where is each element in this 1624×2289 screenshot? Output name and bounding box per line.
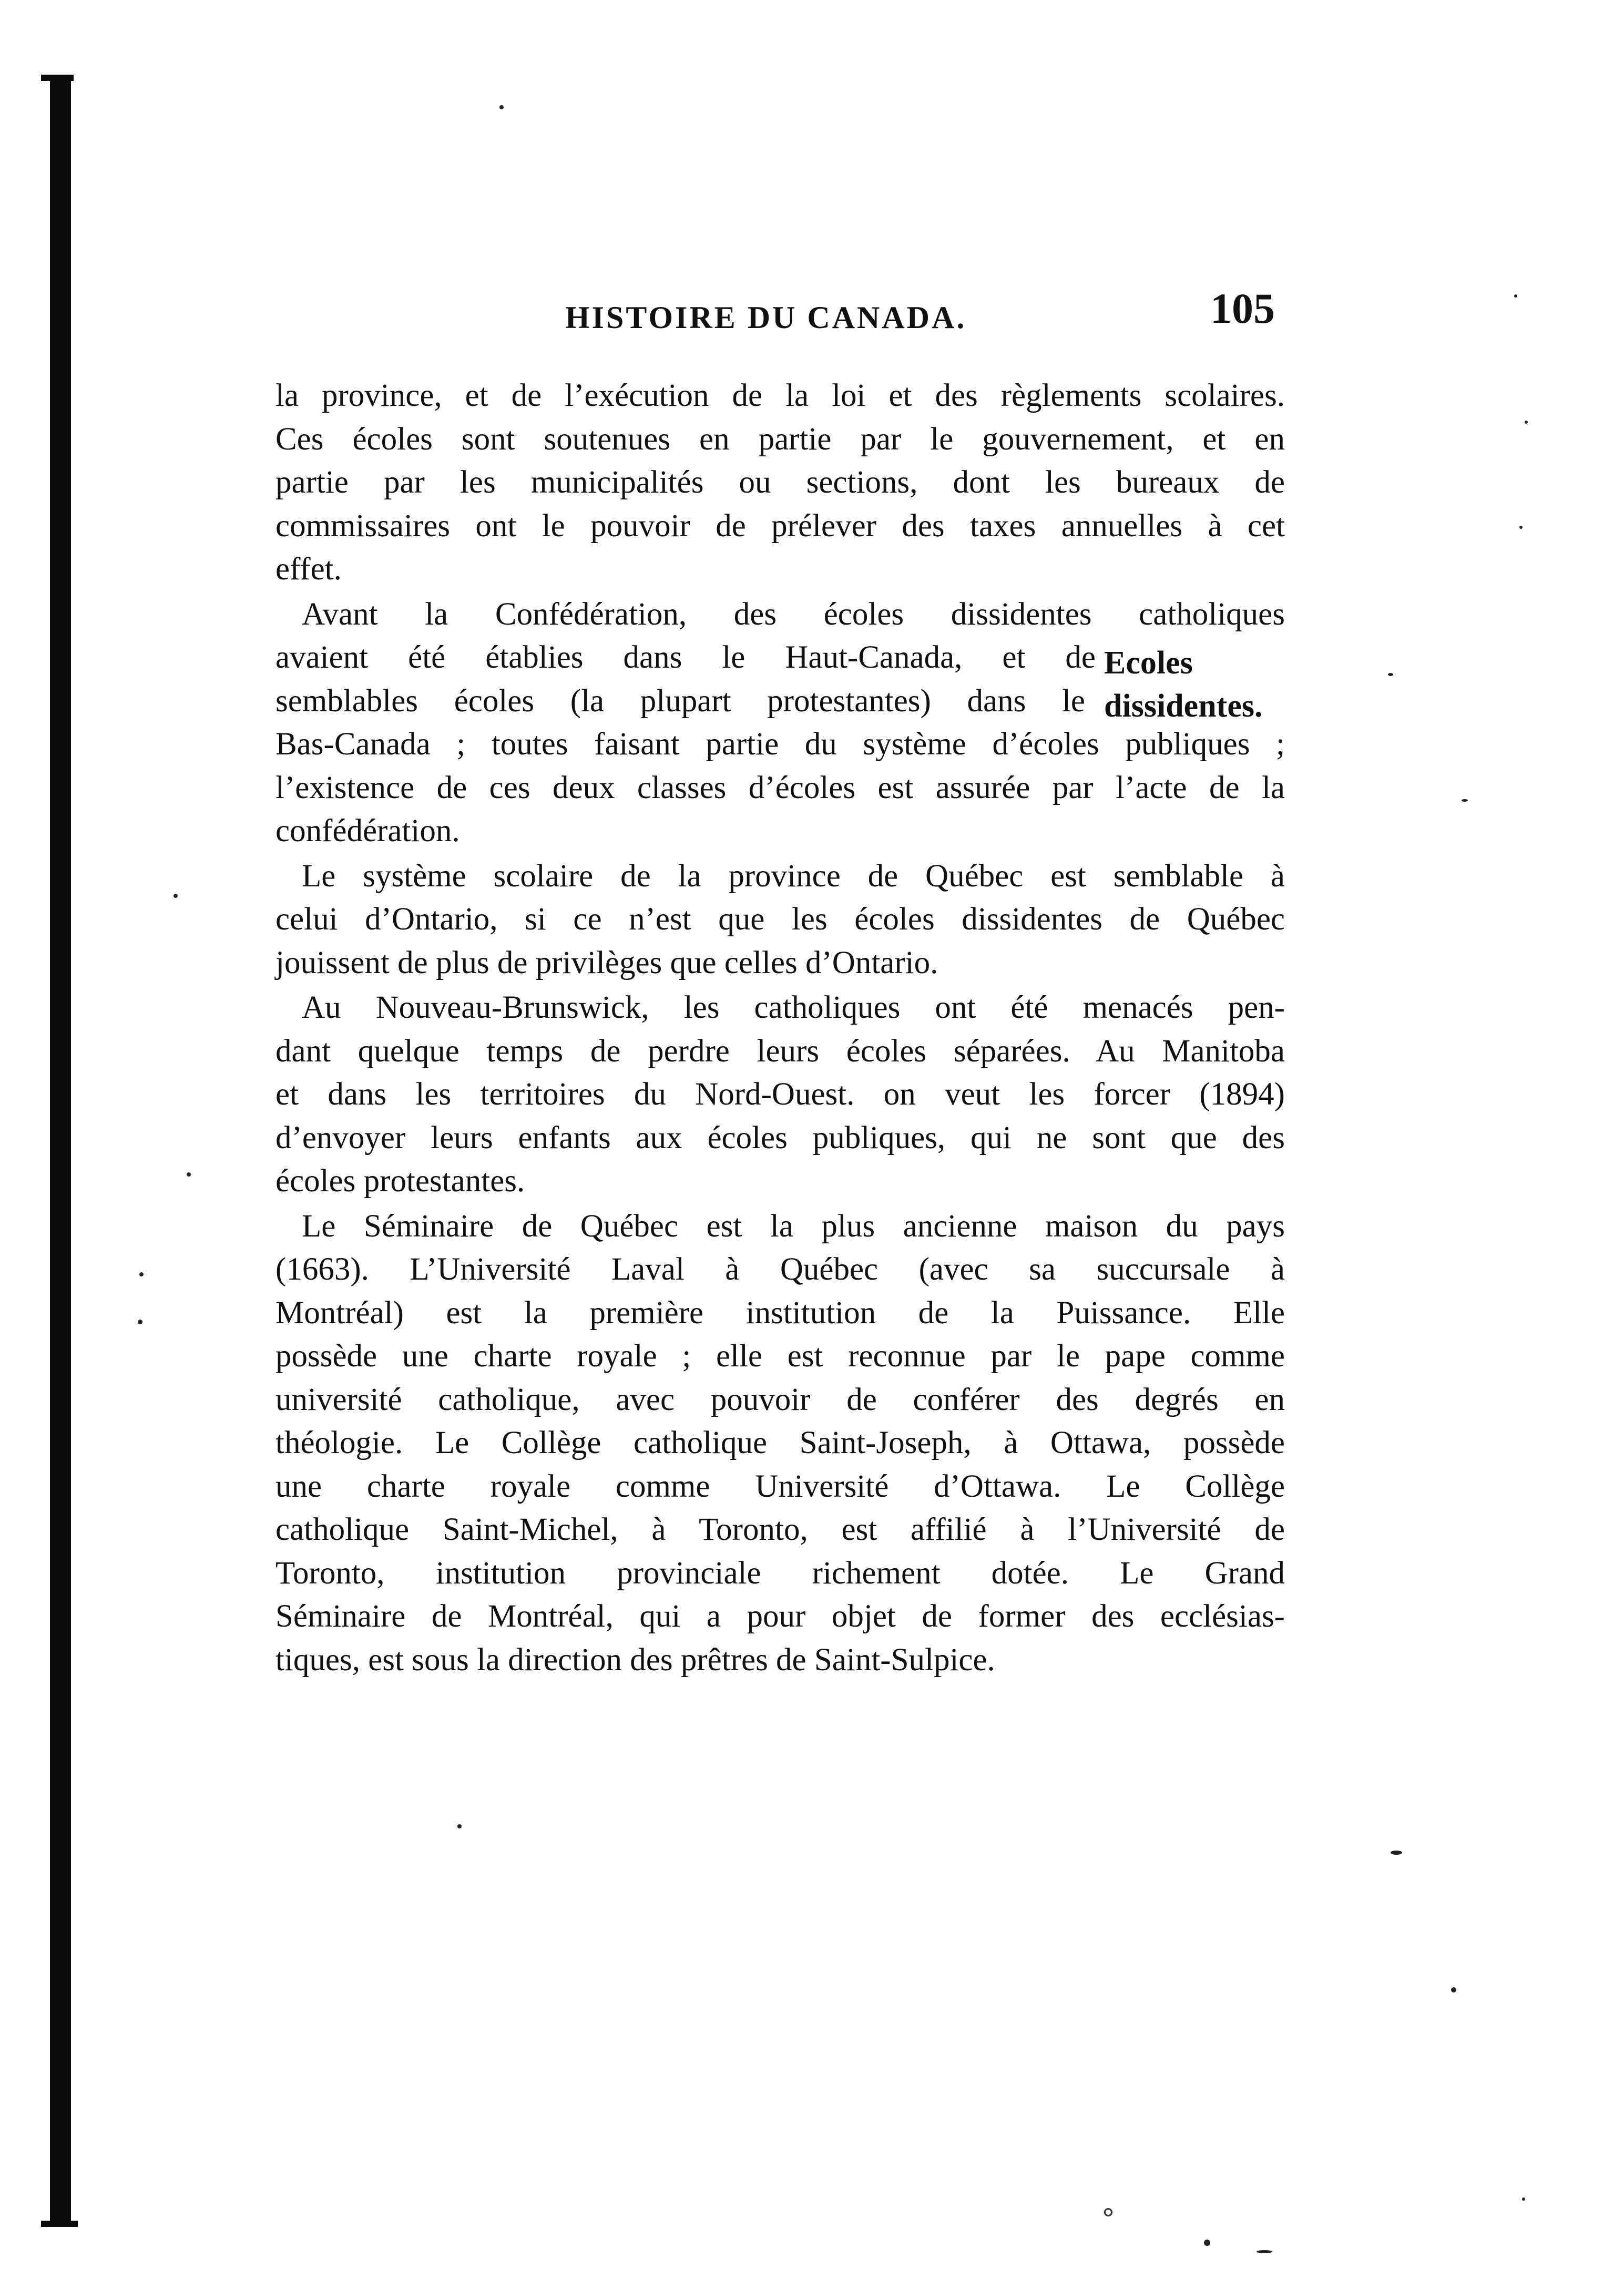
scan-speck [1104, 2208, 1112, 2216]
scan-speck [1257, 2250, 1272, 2253]
text-line: d’envoyer leurs enfants aux écoles publiques, qui ne sont que des [275, 1120, 1285, 1156]
text-line: possède une charte royale ; elle est reconnue par le pape comme [275, 1338, 1285, 1374]
scan-speck [138, 1320, 142, 1324]
text-line: Montréal) est la première institution de la Puissance. Elle [275, 1295, 1285, 1331]
binding-edge [50, 79, 71, 2224]
scan-speck [187, 1172, 191, 1177]
text-line: celui d’Ontario, si ce n’est que les écoles dissidentes de Québec [275, 902, 1285, 937]
text-line: l’existence de ces deux classes d’écoles est assurée par l’acte de la [275, 770, 1285, 805]
paragraph [275, 1205, 1285, 1682]
scan-speck [499, 105, 504, 109]
margin-note-line: Ecoles [1104, 645, 1193, 681]
paragraph [275, 593, 1285, 853]
text-line: Le Séminaire de Québec est la plus ancienne maison du pays [302, 1208, 1285, 1244]
text-line: dant quelque temps de perdre leurs écoles séparées. Au Manitoba [275, 1033, 1285, 1069]
text-line: confédération. [275, 813, 460, 849]
text-line: tiques, est sous la direction des prêtres de Saint-Sulpice. [275, 1642, 995, 1678]
text-line: catholique Saint-Michel, à Toronto, est affilié à l’Université de [275, 1512, 1285, 1547]
text-line: Séminaire de Montréal, qui a pour objet de former des ecclésias- [275, 1599, 1285, 1634]
scan-speck [1204, 2240, 1210, 2246]
text-line: Ces écoles sont soutenues en partie par le gouvernement, et en [275, 421, 1285, 457]
scan-speck [1391, 1851, 1402, 1855]
text-line: partie par les municipalités ou sections, dont les bureaux de [275, 465, 1285, 500]
scan-speck [1462, 799, 1468, 802]
text-line: la province, et de l’exécution de la loi et des règlements scolaires. [275, 378, 1285, 413]
text-line: (1663). L’Université Laval à Québec (avec sa succursale à [275, 1252, 1285, 1287]
scan-speck [1522, 2198, 1525, 2201]
text-line: avaient été établies dans le Haut-Canada, et de [275, 640, 1096, 675]
text-line: Toronto, institution provinciale richement dotée. Le Grand [275, 1555, 1285, 1591]
text-line: Bas-Canada ; toutes faisant partie du système d’écoles publiques ; [275, 727, 1285, 762]
scan-speck [1388, 673, 1393, 676]
text-line: et dans les territoires du Nord-Ouest. on veut les forcer (1894) [275, 1077, 1285, 1112]
text-line: semblables écoles (la plupart protestantes) dans le [275, 683, 1085, 719]
text-line: jouissent de plus de privilèges que celles d’Ontario. [275, 945, 938, 980]
binding-edge-bottom [41, 2221, 78, 2227]
text-line: Le système scolaire de la province de Québec est semblable à [302, 858, 1285, 894]
text-line: Au Nouveau-Brunswick, les catholiques ont été menacés pen- [302, 990, 1285, 1025]
paragraph [275, 986, 1285, 1203]
paragraph [275, 855, 1285, 985]
text-line: théologie. Le Collège catholique Saint-Joseph, à Ottawa, possède [275, 1425, 1285, 1460]
text-line: Avant la Confédération, des écoles dissidentes catholiques [302, 596, 1285, 632]
scan-speck [139, 1272, 144, 1276]
scan-speck [173, 894, 178, 898]
body-text [275, 374, 1285, 1683]
scan-speck [1525, 421, 1528, 424]
scan-speck [1519, 526, 1523, 529]
running-title: HISTOIRE DU CANADA. [565, 300, 967, 335]
scan-speck [1514, 294, 1517, 298]
text-line: une charte royale comme Université d’Ottawa. Le Collège [275, 1468, 1285, 1504]
text-line: effet. [275, 551, 342, 587]
text-line: écoles protestantes. [275, 1163, 525, 1199]
text-line: commissaires ont le pouvoir de prélever des taxes annuelles à cet [275, 508, 1285, 544]
text-line: université catholique, avec pouvoir de conférer des degrés en [275, 1382, 1285, 1417]
scan-speck [1451, 1987, 1456, 1992]
page-number: 105 [1210, 284, 1275, 332]
scan-speck [457, 1824, 462, 1828]
paragraph [275, 374, 1285, 591]
margin-note-line: dissidentes. [1104, 688, 1263, 724]
page-header [565, 284, 1275, 347]
